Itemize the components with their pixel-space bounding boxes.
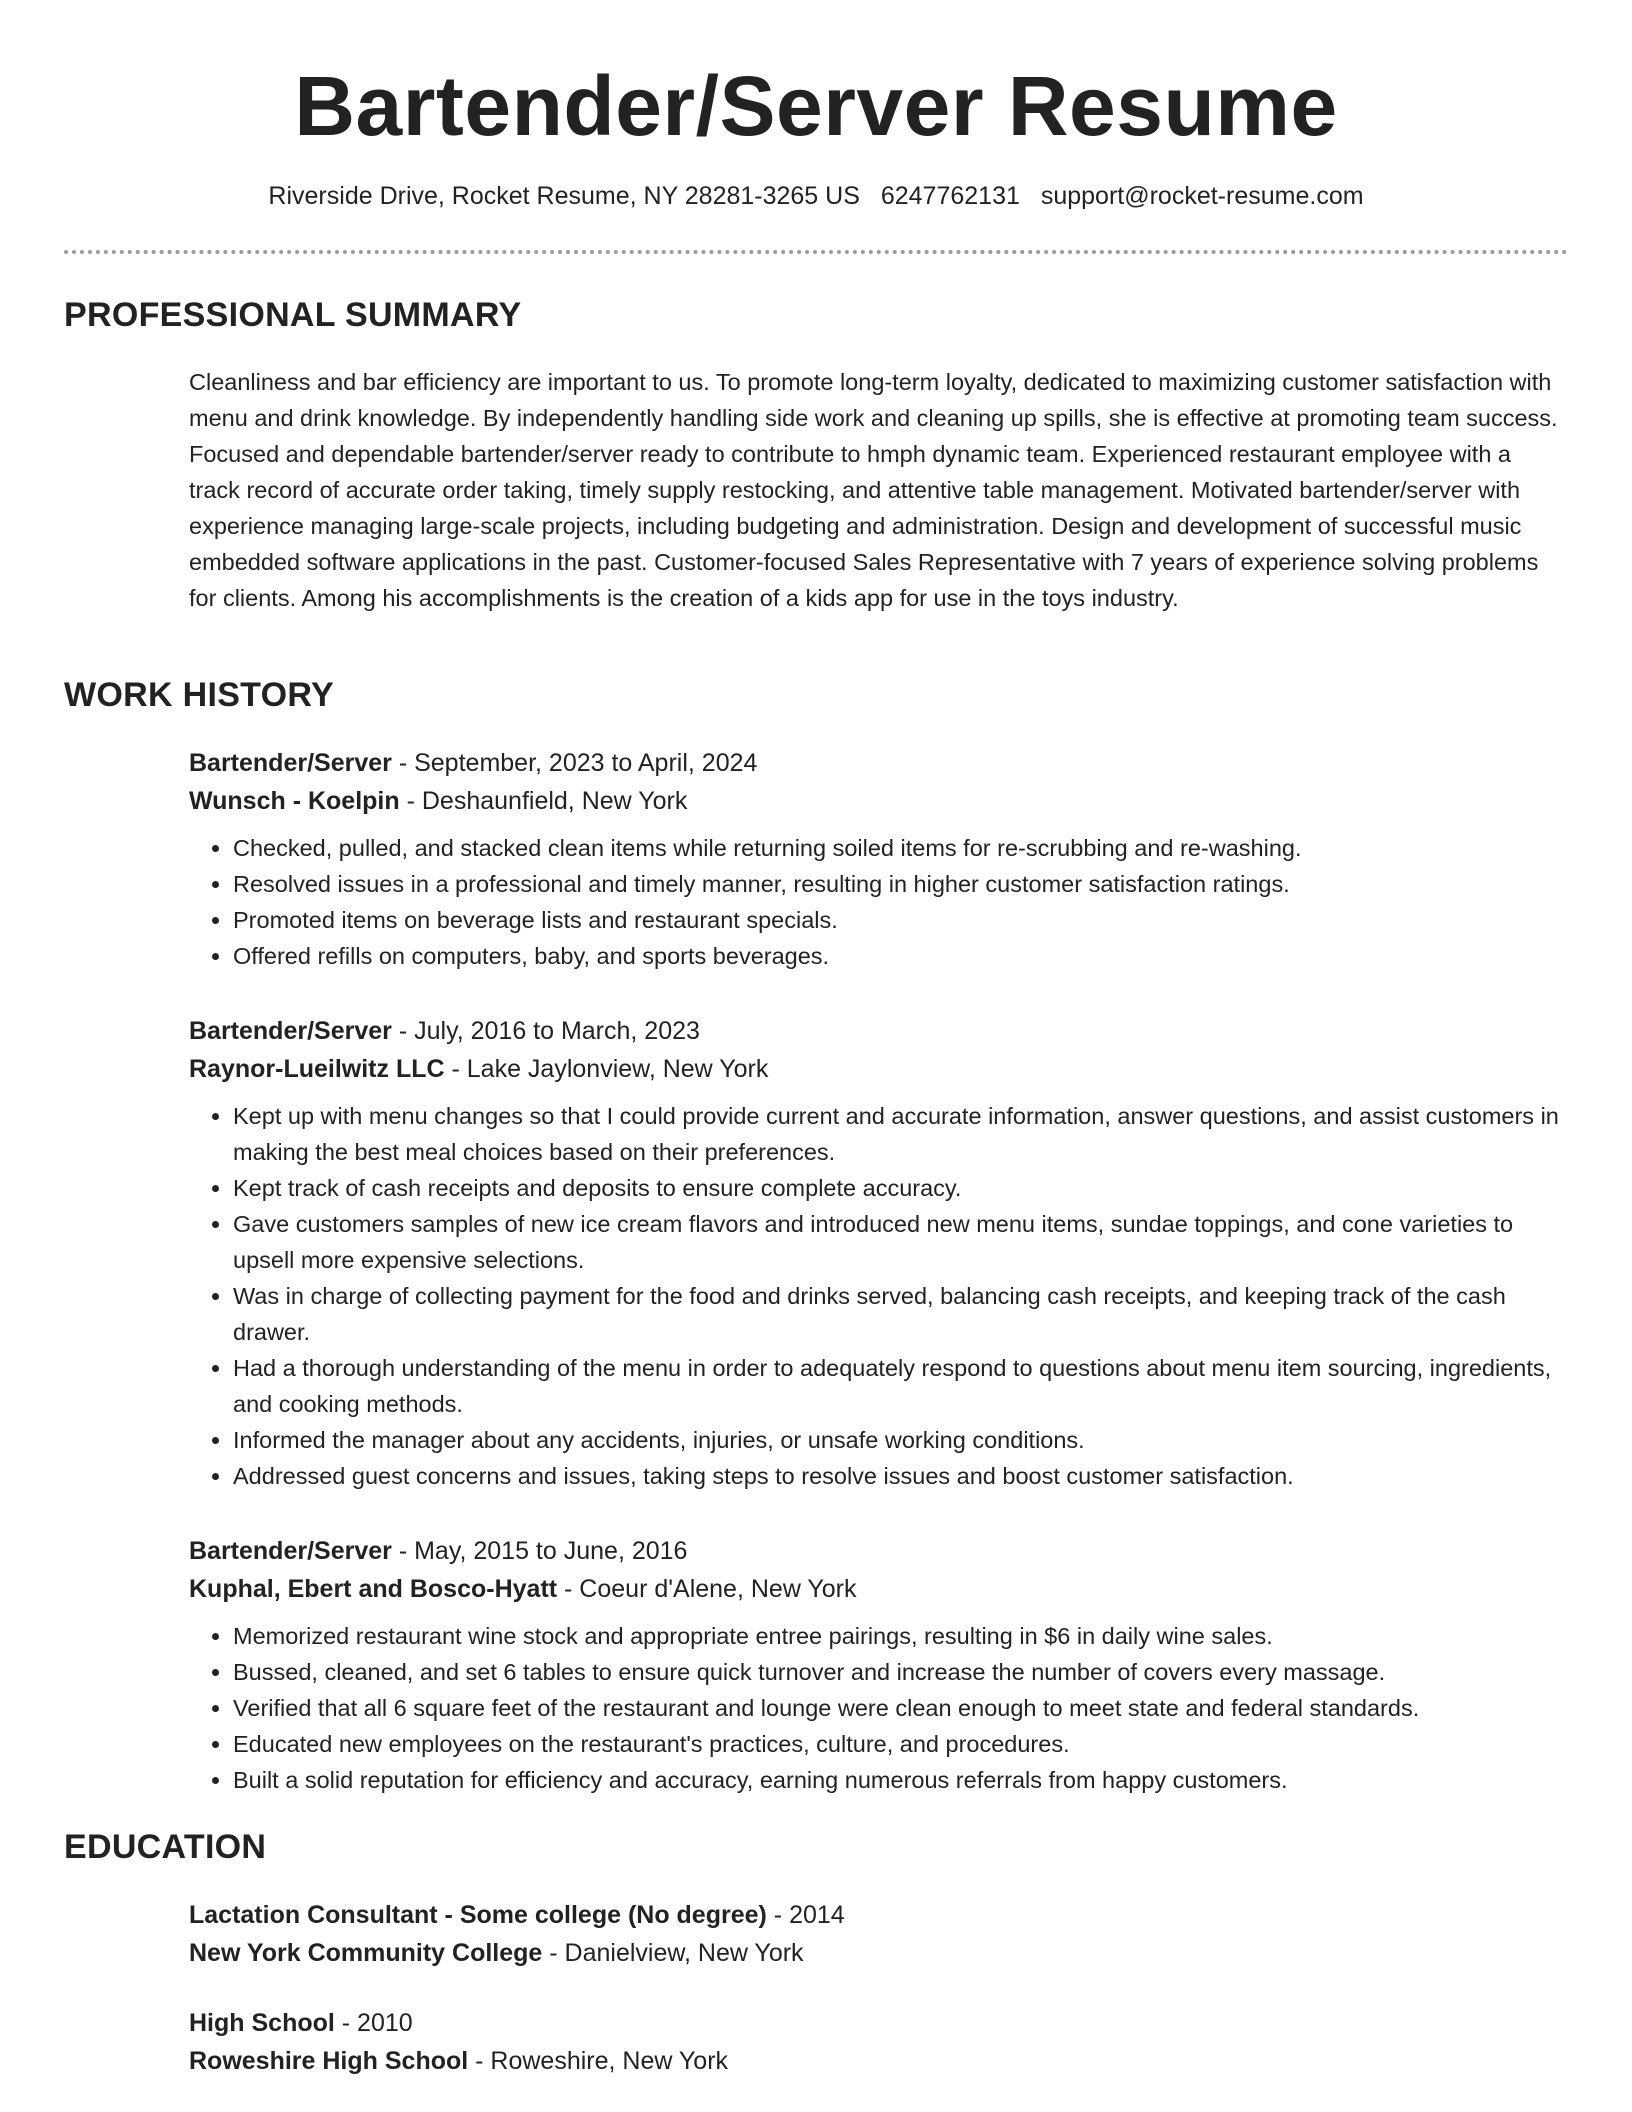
education-degree: High School <box>189 2009 335 2037</box>
job-company: Wunsch - Koelpin <box>189 787 400 815</box>
education-entry <box>189 2004 1568 2080</box>
list-item: • Checked, pulled, and stacked clean items while returning soiled items for re-scrubbing and re-washing. <box>233 830 1568 866</box>
list-item: • Bussed, cleaned, and set 6 tables to ensure quick turnover and increase the number of covers every massage. <box>233 1654 1568 1690</box>
job-company: Kuphal, Ebert and Bosco-Hyatt <box>189 1575 558 1603</box>
list-item: • Kept up with menu changes so that I could provide current and accurate information, answer questions, and assist customers in making the best meal choices based on their preferences. <box>233 1098 1568 1170</box>
job-company-line <box>189 782 1568 820</box>
job-dates: - September, 2023 to April, 2024 <box>391 749 758 777</box>
job-location: - Coeur d'Alene, New York <box>557 1575 857 1603</box>
contact-email: support@rocket-resume.com <box>1040 182 1364 210</box>
education-degree: Lactation Consultant - Some college (No degree) <box>189 1901 767 1929</box>
job-bullets <box>189 1618 1568 1798</box>
job-entry <box>189 744 1568 974</box>
summary-heading: PROFESSIONAL SUMMARY <box>64 296 522 334</box>
education-year: - 2014 <box>766 1901 845 1929</box>
job-title: Bartender/Server <box>189 1017 392 1045</box>
list-item: • Kept track of cash receipts and deposits to ensure complete accuracy. <box>233 1170 1568 1206</box>
list-item: • Built a solid reputation for efficiency and accuracy, earning numerous referrals from happy customers. <box>233 1762 1568 1798</box>
list-item: • Verified that all 6 square feet of the restaurant and lounge were clean enough to meet state and federal standards. <box>233 1690 1568 1726</box>
job-location: - Deshaunfield, New York <box>399 787 688 815</box>
list-item: • Educated new employees on the restaurant's practices, culture, and procedures. <box>233 1726 1568 1762</box>
job-dates: - July, 2016 to March, 2023 <box>391 1017 700 1045</box>
job-company-line <box>189 1050 1568 1088</box>
education-heading: EDUCATION <box>64 1828 267 1866</box>
job-title-line <box>189 744 1568 782</box>
job-bullets <box>189 830 1568 974</box>
job-dates: - May, 2015 to June, 2016 <box>391 1537 688 1565</box>
education-school: New York Community College <box>189 1939 543 1967</box>
summary-section <box>189 364 1568 616</box>
header-divider <box>64 250 1568 254</box>
education-location: - Danielview, New York <box>542 1939 804 1967</box>
job-title-line <box>189 1012 1568 1050</box>
list-item: • Offered refills on computers, baby, and sports beverages. <box>233 938 1568 974</box>
contact-line <box>0 180 1632 212</box>
education-school: Roweshire High School <box>189 2047 469 2075</box>
list-item: • Had a thorough understanding of the menu in order to adequately respond to questions about menu item sourcing, ingredients, and cooking methods. <box>233 1350 1568 1422</box>
education-year: - 2010 <box>334 2009 413 2037</box>
education-degree-line <box>189 2004 1568 2042</box>
list-item: • Informed the manager about any accidents, injuries, or unsafe working conditions. <box>233 1422 1568 1458</box>
job-entry <box>189 1012 1568 1494</box>
job-title: Bartender/Server <box>189 1537 392 1565</box>
contact-phone: 6247762131 <box>880 182 1020 210</box>
education-entry <box>189 1896 1568 1972</box>
education-school-line <box>189 2042 1568 2080</box>
contact-address: Riverside Drive, Rocket Resume, NY 28281-3265 US <box>268 182 860 210</box>
education-degree-line <box>189 1896 1568 1934</box>
resume-title: Bartender/Server Resume <box>294 59 1338 153</box>
education-location: - Roweshire, New York <box>468 2047 729 2075</box>
list-item: • Promoted items on beverage lists and restaurant specials. <box>233 902 1568 938</box>
list-item: • Memorized restaurant wine stock and appropriate entree pairings, resulting in $6 in daily wine sales. <box>233 1618 1568 1654</box>
job-bullets <box>189 1098 1568 1494</box>
job-company: Raynor-Lueilwitz LLC <box>189 1055 445 1083</box>
list-item: • Resolved issues in a professional and timely manner, resulting in higher customer satisfaction ratings. <box>233 866 1568 902</box>
summary-text: Cleanliness and bar efficiency are important to us. To promote long-term loyalty, dedicated to maximizing customer satisfaction with menu and drink knowledge. By independently handling side work and cleaning up spills, she is effective at promoting team success. Focused and dependable bartender/server ready to contribute to hmph dynamic team. Experienced restaurant employee with a track record of accurate order taking, timely supply restocking, and attentive table management. Motivated bartender/server with experience managing large-scale projects, including budgeting and administration. Design and development of successful music embedded software applications in the past. Customer-focused Sales Representative with 7 years of experience solving problems for clients. Among his accomplishments is the creation of a kids app for use in the toys industry. <box>189 369 1558 611</box>
job-title-line <box>189 1532 1568 1570</box>
list-item: • Gave customers samples of new ice cream flavors and introduced new menu items, sundae toppings, and cone varieties to upsell more expensive selections. <box>233 1206 1568 1278</box>
job-company-line <box>189 1570 1568 1608</box>
work-history-heading: WORK HISTORY <box>64 676 334 714</box>
job-title: Bartender/Server <box>189 749 392 777</box>
job-location: - Lake Jaylonview, New York <box>444 1055 769 1083</box>
job-entry <box>189 1532 1568 1798</box>
list-item: • Was in charge of collecting payment for the food and drinks served, balancing cash receipts, and keeping track of the cash drawer. <box>233 1278 1568 1350</box>
list-item: • Addressed guest concerns and issues, taking steps to resolve issues and boost customer satisfaction. <box>233 1458 1568 1494</box>
education-school-line <box>189 1934 1568 1972</box>
